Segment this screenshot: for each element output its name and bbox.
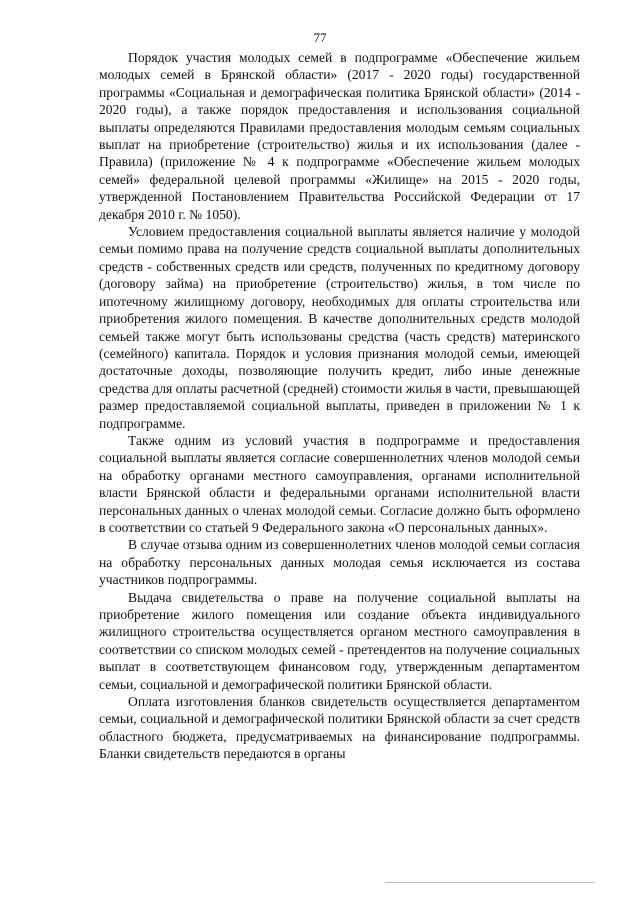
paragraph-consent-withdrawal: В случае отзыва одним из совершеннолетних членов молодой семьи согласия на обработку персональных данных молодая семья исключается из состава участников подпрограммы. bbox=[99, 537, 580, 588]
paragraph-certificate-issuance: Выдача свидетельства о праве на получение социальной выплаты на приобретение жилого помещения или создание объекта индивидуального жилищного строительства осуществляется органом местного самоуправления в соответствии со списком молодых семей - претендентов на получение социальных выплат в соответствующем финансовом году, утвержденным департаментом семьи, социальной и демографической политики Брянской области. bbox=[99, 589, 580, 692]
footer-rule bbox=[385, 882, 595, 883]
page-number: 77 bbox=[313, 30, 327, 45]
document-body bbox=[99, 49, 580, 763]
paragraph-payment-condition: Условием предоставления социальной выплаты является наличие у молодой семьи помимо права на получение средств социальной выплаты дополнительных средств - собственных средств или средств, полученных по кредитному договору (договору займа) на приобретение (строительство) жилья, в том числе по ипотечному жилищному договору, необходимых для оплаты строительства или приобретения жилого помещения. В качестве дополнительных средств молодой семьей также могут быть использованы средства (часть средств) материнского (семейного) капитала. Порядок и условия признания молодой семьи, имеющей достаточные доходы, позволяющие получить кредит, либо иные денежные средства для оплаты расчетной (средней) стоимости жилья в части, превышающей размер предоставляемой социальной выплаты, приведен в приложении № 1 к подпрограмме. bbox=[99, 224, 580, 431]
paragraph-personal-data-consent: Также одним из условий участия в подпрограмме и предоставления социальной выплаты является согласие совершеннолетних членов молодой семьи на обработку органами местного самоуправления, органами исполнительной власти Брянской области и федеральными органами исполнительной власти персональных данных о членах молодой семьи. Согласие должно быть оформлено в соответствии со статьей 9 Федерального закона «О персональных данных». bbox=[99, 432, 580, 535]
paragraph-blank-forms-payment: Оплата изготовления бланков свидетельств осуществляется департаментом семьи, социальной и демографической политики Брянской области за счет средств областного бюджета, предусматриваемых на финансирование подпрограммы. Бланки свидетельств передаются в органы bbox=[99, 694, 580, 762]
paragraph-participation-procedure: Порядок участия молодых семей в подпрограмме «Обеспечение жильем молодых семей в Брянской области» (2017 - 2020 годы) государственной программы «Социальная и демографическая политика Брянской области» (2014 - 2020 годы), а также порядок предоставления и использования социальной выплаты определяются Правилами предоставления молодым семьям социальных выплат на приобретение (строительство) жилья и их использования (далее - Правила) (приложение № 4 к подпрограмме «Обеспечение жильем молодых семей» федеральной целевой программы «Жилище» на 2015 - 2020 годы, утвержденной Постановлением Правительства Российской Федерации от 17 декабря 2010 г. № 1050). bbox=[99, 50, 580, 222]
